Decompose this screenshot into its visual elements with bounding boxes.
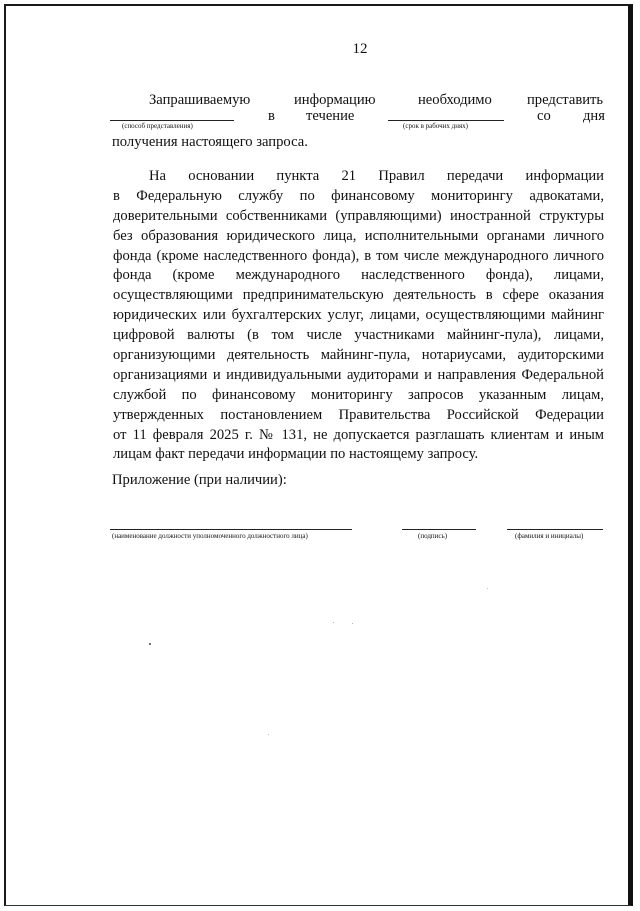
basis-line: в Федеральную службу по финансовому мониторингу адвокатами, — [113, 187, 604, 204]
request-during: течение — [306, 108, 355, 124]
scan-speck — [268, 734, 269, 735]
basis-line: утвержденных постановлением Правительства Российской Федерации — [113, 406, 604, 423]
basis-line: лицам факт передачи информации по настоящему запросу. — [113, 446, 479, 463]
caption-signature: (подпись) — [418, 532, 448, 540]
request-line-3: получения настоящего запроса. — [112, 134, 308, 150]
scan-speck — [149, 643, 151, 645]
basis-line: от 11 февраля 2025 г. № 131, не допускается разглашать клиентам и иным — [113, 426, 604, 443]
caption-method: (способ представления) — [122, 122, 193, 130]
basis-paragraph — [113, 167, 604, 465]
scan-speck — [487, 588, 488, 589]
signature-blank-line[interactable] — [402, 529, 476, 530]
caption-term: (срок в рабочих днях) — [403, 122, 469, 130]
basis-line: организациями и индивидуальными аудиторами и направления Федеральной — [113, 366, 604, 383]
basis-line: На основании пункта 21 Правил передачи информации — [149, 168, 604, 184]
basis-line: без образования юридического лица, исполнительными органами личного — [113, 227, 604, 244]
basis-line: фонда (кроме наследственного фонда), в том числе международного личного — [113, 247, 604, 264]
caption-name: (фамилия и инициалы) — [515, 532, 584, 540]
term-blank-line[interactable] — [388, 120, 504, 121]
basis-line: организующими деятельность майнинг-пула, нотариусами, аудиторскими — [113, 347, 604, 364]
request-with: со — [537, 108, 551, 124]
scan-speck — [333, 622, 334, 623]
basis-line: осуществляющими предпринимательскую деятельность в сфере оказания — [113, 287, 604, 304]
position-blank-line[interactable] — [110, 529, 352, 530]
request-days: дня — [583, 108, 605, 124]
request-word-3: необходимо — [418, 92, 492, 108]
name-blank-line[interactable] — [507, 529, 603, 530]
attachment-label: Приложение (при наличии): — [112, 472, 287, 488]
request-in: в — [268, 108, 275, 124]
basis-line: фонда (кроме международного наследственного фонда), лицами, — [113, 267, 604, 284]
request-word-2: информацию — [294, 92, 376, 108]
page-number: 12 — [352, 41, 368, 57]
basis-line: доверительными собственниками (управляющими) иностранной структуры — [113, 207, 604, 224]
method-blank-line[interactable] — [110, 120, 234, 121]
basis-line: цифровой валюты (в том числе участниками майнинг-пула), лицами, — [113, 327, 604, 344]
caption-position: (наименование должности уполномоченного должностного лица) — [112, 532, 308, 540]
basis-line: юридических или бухгалтерских услуг, лицами, осуществляющими майнинг — [113, 307, 604, 324]
basis-line: службой по финансовому мониторингу запросов указанным лицам, — [113, 386, 604, 403]
request-word-1: Запрашиваемую — [149, 92, 251, 108]
scan-speck — [352, 623, 353, 624]
request-word-4: представить — [527, 92, 604, 108]
